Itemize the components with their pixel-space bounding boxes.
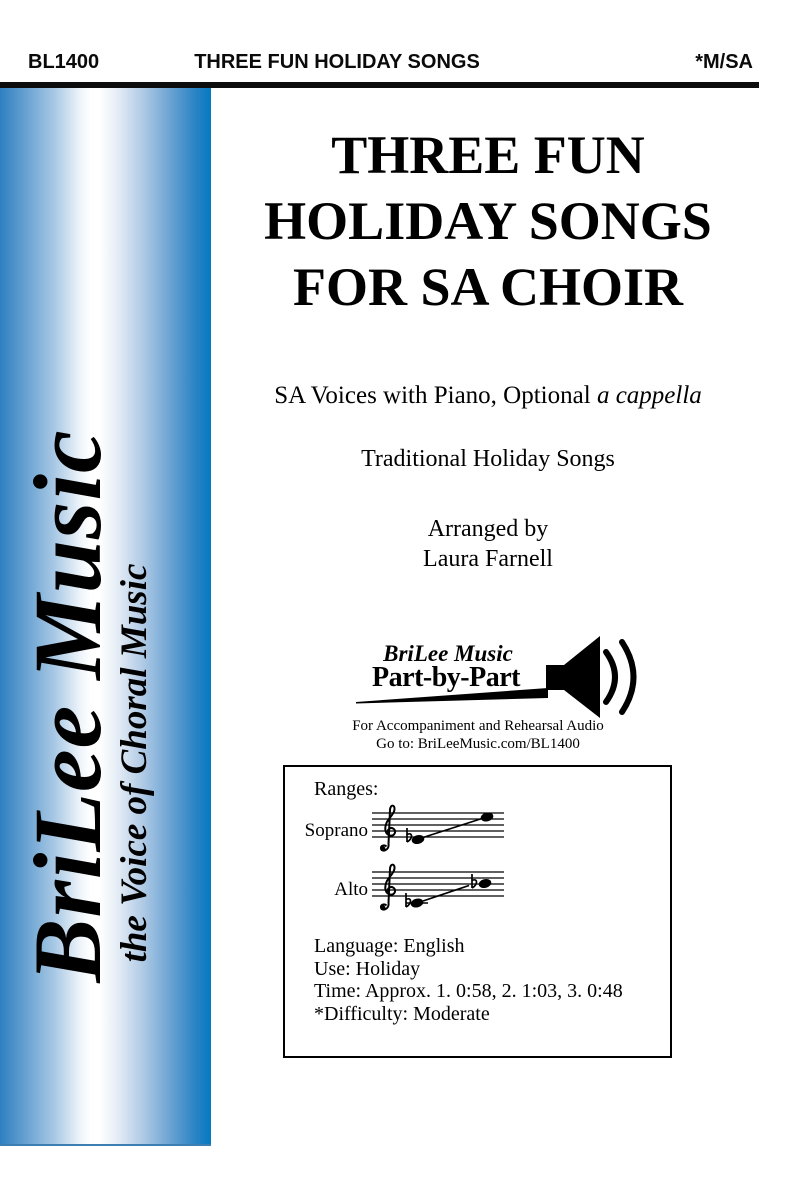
banner-tagline-text: the Voice of Choral Music — [114, 563, 155, 963]
note-head-low — [410, 897, 425, 909]
audio-info — [278, 717, 678, 753]
sound-wave-inner — [606, 652, 615, 702]
detail-difficulty: *Difficulty: Moderate — [314, 1002, 490, 1025]
voicing-code: *M/SA — [695, 51, 753, 73]
arranged-by-label: Arranged by — [427, 516, 549, 542]
alto-range-staff — [368, 859, 508, 916]
audio-info-line2: Go to: BriLeeMusic.com/BL1400 — [376, 736, 580, 752]
ranges-box — [283, 765, 672, 1058]
note-head-high — [478, 878, 493, 890]
arranger-block — [200, 514, 776, 574]
running-title: THREE FUN HOLIDAY SONGS — [194, 51, 480, 73]
alto-label: Alto — [334, 879, 368, 900]
ranges-heading: Ranges: — [314, 778, 379, 800]
speaker-body — [546, 636, 600, 718]
detail-use: Use: Holiday — [314, 957, 421, 980]
soprano-label: Soprano — [304, 820, 368, 841]
detail-language: Language: English — [314, 935, 465, 957]
banner-brand-text: BriLee Music — [14, 429, 121, 983]
speaker-icon — [542, 630, 648, 724]
note-head-low — [411, 834, 426, 846]
ranges-details — [314, 935, 623, 1025]
flat-sign — [407, 828, 412, 842]
title-line-1: THREE FUN — [331, 125, 645, 185]
flat-sign-low — [406, 893, 411, 907]
logo-product-text: Part-by-Part — [372, 662, 520, 693]
title-line-2: HOLIDAY SONGS — [264, 191, 712, 251]
subtitle-italic: a cappella — [596, 382, 702, 409]
logo-brand-text: BriLee Music — [383, 641, 513, 666]
flat-sign-high — [472, 874, 477, 888]
side-banner — [0, 88, 211, 1146]
audio-info-line1: For Accompaniment and Rehearsal Audio — [352, 718, 604, 734]
range-line — [423, 819, 482, 838]
catalog-number: BL1400 — [28, 51, 100, 73]
title-line-3: FOR SA CHOIR — [292, 257, 684, 317]
subtitle-prefix: SA Voices with Piano, Optional — [274, 382, 597, 409]
voicing-subtitle — [200, 382, 776, 410]
detail-time: Time: Approx. 1. 0:58, 2. 1:03, 3. 0:48 — [314, 980, 623, 1002]
arranger-name: Laura Farnell — [423, 546, 553, 572]
page-title — [200, 122, 776, 320]
range-line — [423, 886, 469, 902]
logo-swoosh-underline — [356, 686, 551, 706]
soprano-range-staff — [368, 800, 508, 857]
sound-wave-outer — [622, 642, 634, 712]
series-title: Traditional Holiday Songs — [361, 446, 615, 472]
